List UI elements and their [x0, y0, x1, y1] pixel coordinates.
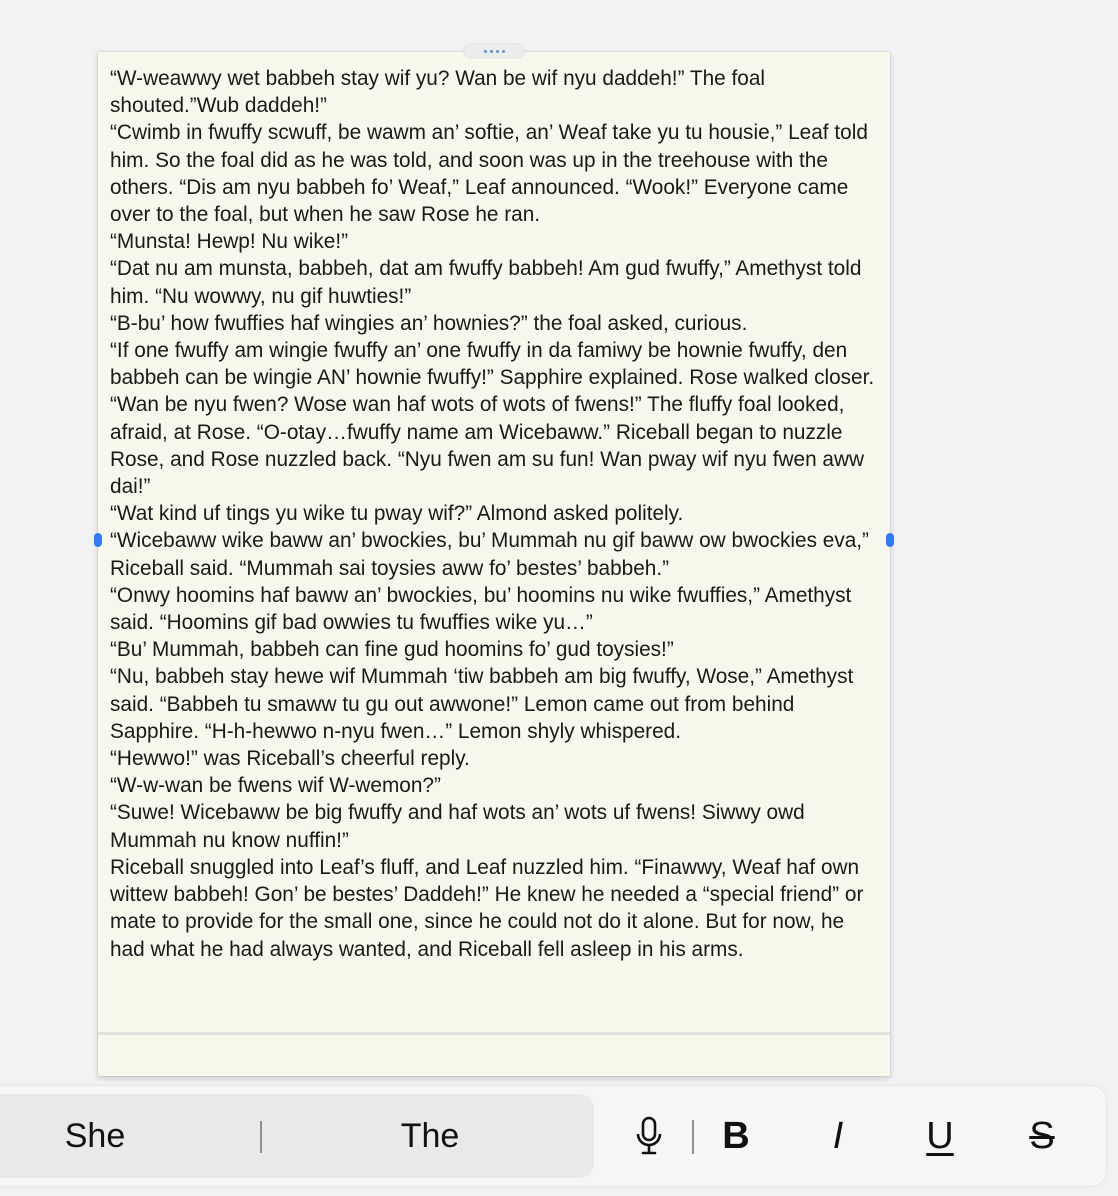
document-paragraph: “Cwimb in fwuffy scwuff, be wawm an’ softie, an’ Weaf take yu tu housie,” Leaf told him. So the foal did as he was told, and soon was up in the treehouse with the others. “Dis am nyu babbeh fo’ Weaf,” Leaf announced. “Wook!” Everyone came over to the foal, but when he saw Rose he ran. — [110, 121, 868, 227]
page-footer-divider — [98, 1032, 890, 1035]
document-text[interactable] — [110, 65, 882, 963]
document-paragraph: Riceball snuggled into Leaf’s fluff, and Leaf nuzzled him. “Finawwy, Weaf haf own wittew babbeh! Gon’ be bestes’ Daddeh!” He knew he needed a “special friend” or mate to provide for the small one, since he could not do it alone. But for now, he had what he had always wanted, and Riceball fell asleep in his arms. — [110, 855, 864, 961]
underline-icon: U — [926, 1115, 954, 1157]
document-paragraph: “W-weawwy wet babbeh stay wif yu? Wan be wif nyu daddeh!” The foal shouted.”Wub daddeh!” — [110, 67, 766, 118]
document-paragraph: “Munsta! Hewp! Nu wike!” — [110, 230, 349, 254]
document-paragraph: “Nu, babbeh stay hewe wif Mummah ‘tiw babbeh am big fwuffy, Wose,” Amethyst said. “Babbeh tu smaww tu gu out awwone!” Lemon came out from behind Sapphire. “H-h-hewwo n-nyu fwen…” Lemon shyly whispered. — [110, 665, 854, 743]
suggestion-1[interactable]: She — [64, 1116, 126, 1155]
document-paragraph: “Wicebaww wike baww an’ bwockies, bu’ Mummah nu gif baww ow bwockies eva,” Riceball said. “Mummah sai toysies aww fo’ bestes’ babbeh.” — [110, 529, 869, 580]
predictive-suggestions-bar — [0, 1094, 594, 1178]
document-page[interactable] — [98, 52, 890, 1076]
document-paragraph: “Hewwo!” was Riceball’s cheerful reply. — [110, 747, 470, 771]
underline-button[interactable] — [912, 1108, 968, 1164]
document-paragraph: “Suwe! Wicebaww be big fwuffy and haf wots an’ wots uf fwens! Siwwy owd Mummah nu know nuffin!” — [110, 801, 805, 852]
strikethrough-button[interactable] — [1014, 1108, 1070, 1164]
document-paragraph: “If one fwuffy am wingie fwuffy an’ one fwuffy in da famiwy be hownie fwuffy, den babbeh can be wingie AN’ hownie fwuffy!” Sapphire explained. Rose walked closer. “Wan be nyu fwen? Wose wan haf wots of wots of fwens!” The fluffy foal looked, afraid, at Rose. “O-otay…fwuffy name am Wicebaww.” Riceball began to nuzzle Rose, and Rose nuzzled back. “Nyu fwen am su fun! Wan pway wif nyu fwen aww dai!” — [110, 339, 875, 499]
left-selection-handle[interactable] — [94, 533, 102, 547]
document-paragraph: “W-w-wan be fwens wif W-wemon?” — [110, 774, 441, 798]
right-selection-handle[interactable] — [886, 533, 894, 547]
toolbar-divider — [692, 1120, 694, 1154]
document-paragraph: “Bu’ Mummah, babbeh can fine gud hoomins fo’ gud toysies!” — [110, 638, 674, 662]
document-paragraph: “B-bu’ how fwuffies haf wingies an’ hownies?” the foal asked, curious. — [110, 311, 748, 335]
document-paragraph: “Wat kind uf tings yu wike tu pway wif?” Almond asked politely. — [110, 502, 684, 526]
keyboard-toolbar — [0, 1086, 1106, 1186]
suggestion-divider — [260, 1121, 262, 1153]
document-paragraph: “Onwy hoomins haf baww an’ bwockies, bu’ hoomins nu wike fwuffies,” Amethyst said. “Hoomins gif bad owwies tu fwuffies wike yu…” — [110, 583, 852, 635]
microphone-icon — [634, 1116, 664, 1156]
italic-icon: I — [832, 1115, 844, 1157]
dictation-button[interactable] — [621, 1108, 677, 1164]
strikethrough-icon: S — [1029, 1115, 1055, 1157]
document-paragraph: “Dat nu am munsta, babbeh, dat am fwuffy babbeh! Am gud fwuffy,” Amethyst told him. “Nu wowwy, nu gif huwties!” — [110, 257, 862, 308]
italic-button[interactable] — [810, 1108, 866, 1164]
bold-button[interactable] — [708, 1108, 764, 1164]
suggestion-2[interactable]: The — [400, 1116, 460, 1155]
bold-icon: B — [722, 1115, 750, 1157]
page-resize-handle[interactable] — [464, 44, 524, 58]
